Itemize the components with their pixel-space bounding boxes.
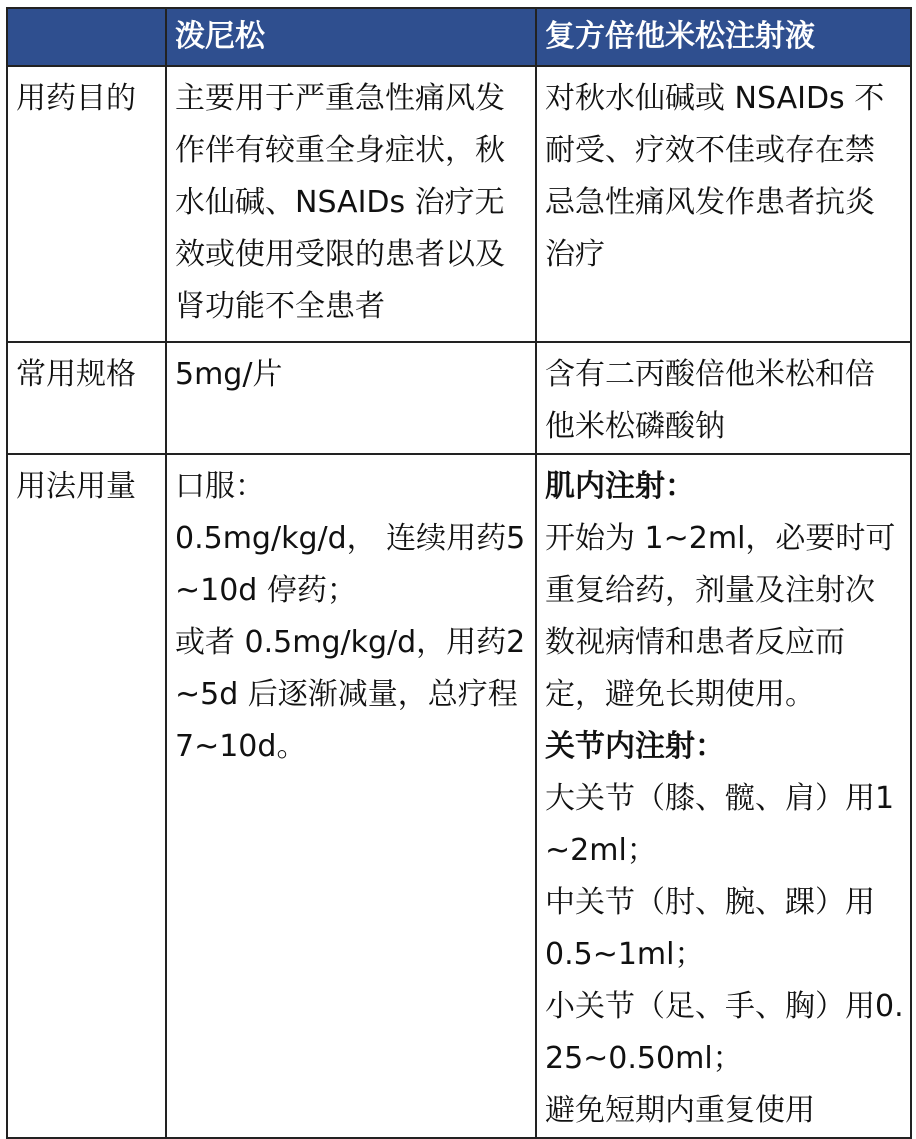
row-label-purpose: 用药目的 [7, 66, 166, 342]
header-prednisone: 泼尼松 [166, 8, 536, 66]
drug-comparison-table-wrapper [6, 7, 910, 1128]
cell-purpose-betamethasone: 对秋水仙碱或 NSAIDs 不耐受、疗效不佳或存在禁忌急性痛风发作患者抗炎治疗 [536, 66, 911, 342]
drug-comparison-table [6, 7, 912, 1139]
avoid-repeat-note: 避免短期内重复使用 [545, 1093, 815, 1128]
dosage-oral-regimen-2: 或者 0.5mg/kg/d，用药2~5d 后逐渐减量，总疗程 7~10d。 [175, 625, 526, 764]
table-row-spec [7, 342, 911, 454]
cell-purpose-prednisone: 主要用于严重急性痛风发作伴有较重全身症状，秋水仙碱、NSAIDs 治疗无效或使用受限的患者以及肾功能不全患者 [166, 66, 536, 342]
im-injection-text: 开始为 1~2ml，必要时可重复给药，剂量及注射次数视病情和患者反应而定，避免长期使用。 [545, 521, 896, 712]
cell-spec-betamethasone: 含有二丙酸倍他米松和倍他米松磷酸钠 [536, 342, 911, 454]
cell-spec-prednisone: 5mg/片 [166, 342, 536, 454]
cell-dosage-prednisone [166, 454, 536, 1138]
row-label-dosage: 用法用量 [7, 454, 166, 1138]
medium-joint-dose: 中关节（肘、腕、踝）用 0.5~1ml； [545, 885, 875, 972]
cell-dosage-betamethasone [536, 454, 911, 1138]
header-empty-cell [7, 8, 166, 66]
table-row-dosage [7, 454, 911, 1138]
dosage-oral-regimen-1: 0.5mg/kg/d， 连续用药5~10d 停药； [175, 521, 526, 608]
intra-articular-heading: 关节内注射： [545, 729, 725, 764]
row-label-spec: 常用规格 [7, 342, 166, 454]
im-injection-heading: 肌内注射： [545, 469, 695, 504]
table-row-purpose [7, 66, 911, 342]
dosage-oral-heading: 口服： [175, 469, 265, 504]
header-row [7, 8, 911, 66]
small-joint-dose: 小关节（足、手、胸）用0.25~0.50ml； [545, 989, 904, 1076]
large-joint-dose: 大关节（膝、髋、肩）用1~2ml； [545, 781, 895, 868]
header-betamethasone: 复方倍他米松注射液 [536, 8, 911, 66]
